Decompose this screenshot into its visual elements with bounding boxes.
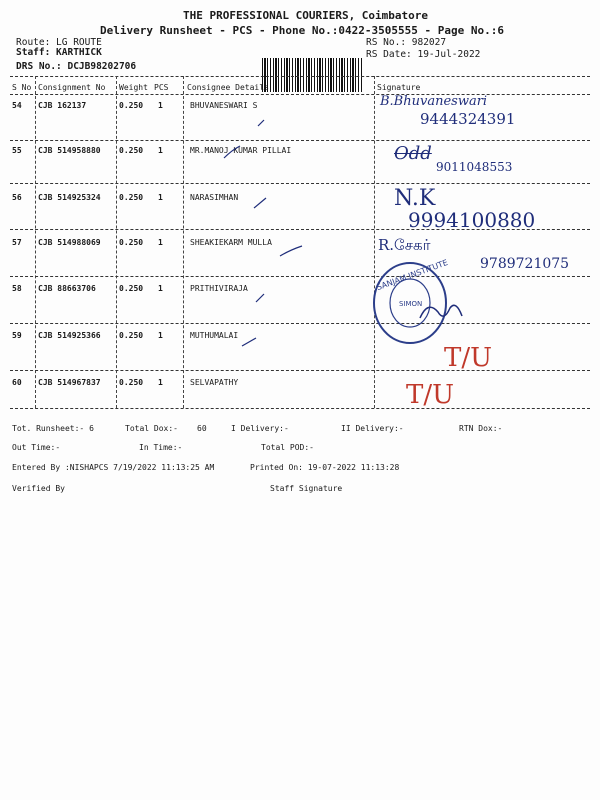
- row-sno: 58: [12, 284, 22, 293]
- row-consignment: CJB 514925366: [38, 331, 101, 340]
- row-pcs: 1: [158, 378, 163, 387]
- rs-number: RS No.: 982027: [366, 37, 447, 48]
- row-pcs: 1: [158, 238, 163, 247]
- row-signature: N.K: [394, 186, 436, 211]
- in-time: In Time:-: [139, 443, 183, 452]
- row-sno: 54: [12, 101, 22, 110]
- row-consignee: MR.MANOJ KUMAR PILLAI: [190, 146, 292, 155]
- row-consignment: CJB 514967837: [38, 378, 101, 387]
- row-signature-phone: 9789721075: [480, 256, 570, 272]
- row-consignee: PRITHIVIRAJA: [190, 284, 248, 293]
- runsheet-subtitle: Delivery Runsheet - PCS - Phone No.:0422-3505555 - Page No.:6: [100, 24, 504, 37]
- ii-delivery: II Delivery:-: [341, 424, 404, 433]
- col-sno: S No: [12, 83, 32, 92]
- row-consignee: NARASIMHAN: [190, 193, 239, 202]
- row-consignee: SHEAKIEKARM MULLA: [190, 238, 272, 247]
- total-dox-label: Total Dox:-: [125, 424, 178, 433]
- row-consignment: CJB 514925324: [38, 193, 101, 202]
- company-title: THE PROFESSIONAL COURIERS, Coimbatore: [183, 9, 429, 22]
- row-sno: 59: [12, 331, 22, 340]
- row-pcs: 1: [158, 146, 163, 155]
- col-signature: Signature: [377, 83, 421, 92]
- row-consignment: CJB 88663706: [38, 284, 96, 293]
- row-weight: 0.250: [119, 284, 144, 293]
- staff-signature: Staff Signature: [270, 484, 343, 493]
- col-consignment: Consignment No: [38, 83, 106, 92]
- printed-on: Printed On: 19-07-2022 11:13:28: [250, 463, 400, 472]
- row-consignee: SELVAPATHY: [190, 378, 239, 387]
- row-consignment: CJB 514988069: [38, 238, 101, 247]
- total-pod: Total POD:-: [261, 443, 314, 452]
- stamp-text: SANJAM INSTITUTE: [375, 258, 450, 293]
- row-consignment: CJB 162137: [38, 101, 87, 110]
- rs-date: RS Date: 19-Jul-2022: [366, 49, 481, 60]
- row-sno: 55: [12, 146, 22, 155]
- row-weight: 0.250: [119, 101, 144, 110]
- row-consignment: CJB 514958880: [38, 146, 101, 155]
- row-sno: 60: [12, 378, 22, 387]
- row-pcs: 1: [158, 193, 163, 202]
- row-signature-phone: 9444324391: [420, 110, 516, 128]
- row-consignee: BHUVANESWARI S: [190, 101, 258, 110]
- row-signature-phone: 9994100880: [408, 208, 536, 232]
- row-sno: 56: [12, 193, 22, 202]
- row-sno: 57: [12, 238, 22, 247]
- row-signature: T/U: [444, 343, 493, 373]
- out-time: Out Time:-: [12, 443, 61, 452]
- col-pcs: PCS: [154, 83, 169, 92]
- tot-runsheet: Tot. Runsheet:- 6: [12, 424, 94, 433]
- entered-by: Entered By :NISHAPCS 7/19/2022 11:13:25 AM: [12, 463, 215, 472]
- row-weight: 0.250: [119, 378, 144, 387]
- row-weight: 0.250: [119, 331, 144, 340]
- row-consignee: MUTHUMALAI: [190, 331, 239, 340]
- row-pcs: 1: [158, 101, 163, 110]
- row-signature: B.Bhuvaneswari: [380, 94, 488, 109]
- row-signature: R.சேகர்: [378, 236, 431, 254]
- row-weight: 0.250: [119, 146, 144, 155]
- i-delivery: I Delivery:-: [231, 424, 289, 433]
- stamp-center-text: SIMON: [399, 300, 423, 308]
- row-pcs: 1: [158, 284, 163, 293]
- col-weight: Weight: [119, 83, 148, 92]
- row-signature-phone: 9011048553: [436, 160, 513, 174]
- row-signature: Odd: [394, 143, 432, 164]
- row-signature: T/U: [406, 380, 455, 410]
- row-weight: 0.250: [119, 238, 144, 247]
- row-weight: 0.250: [119, 193, 144, 202]
- verified-by: Verified By: [12, 484, 65, 493]
- route-label: Route: LG ROUTE: [16, 37, 102, 48]
- row-pcs: 1: [158, 331, 163, 340]
- rtn-dox: RTN Dox:-: [459, 424, 503, 433]
- drs-number: DRS No.: DCJB98202706: [16, 61, 137, 72]
- total-dox-value: 60: [197, 424, 207, 433]
- staff-label: Staff: KARTHICK: [16, 47, 102, 58]
- col-consignee: Consignee Details: [187, 83, 269, 92]
